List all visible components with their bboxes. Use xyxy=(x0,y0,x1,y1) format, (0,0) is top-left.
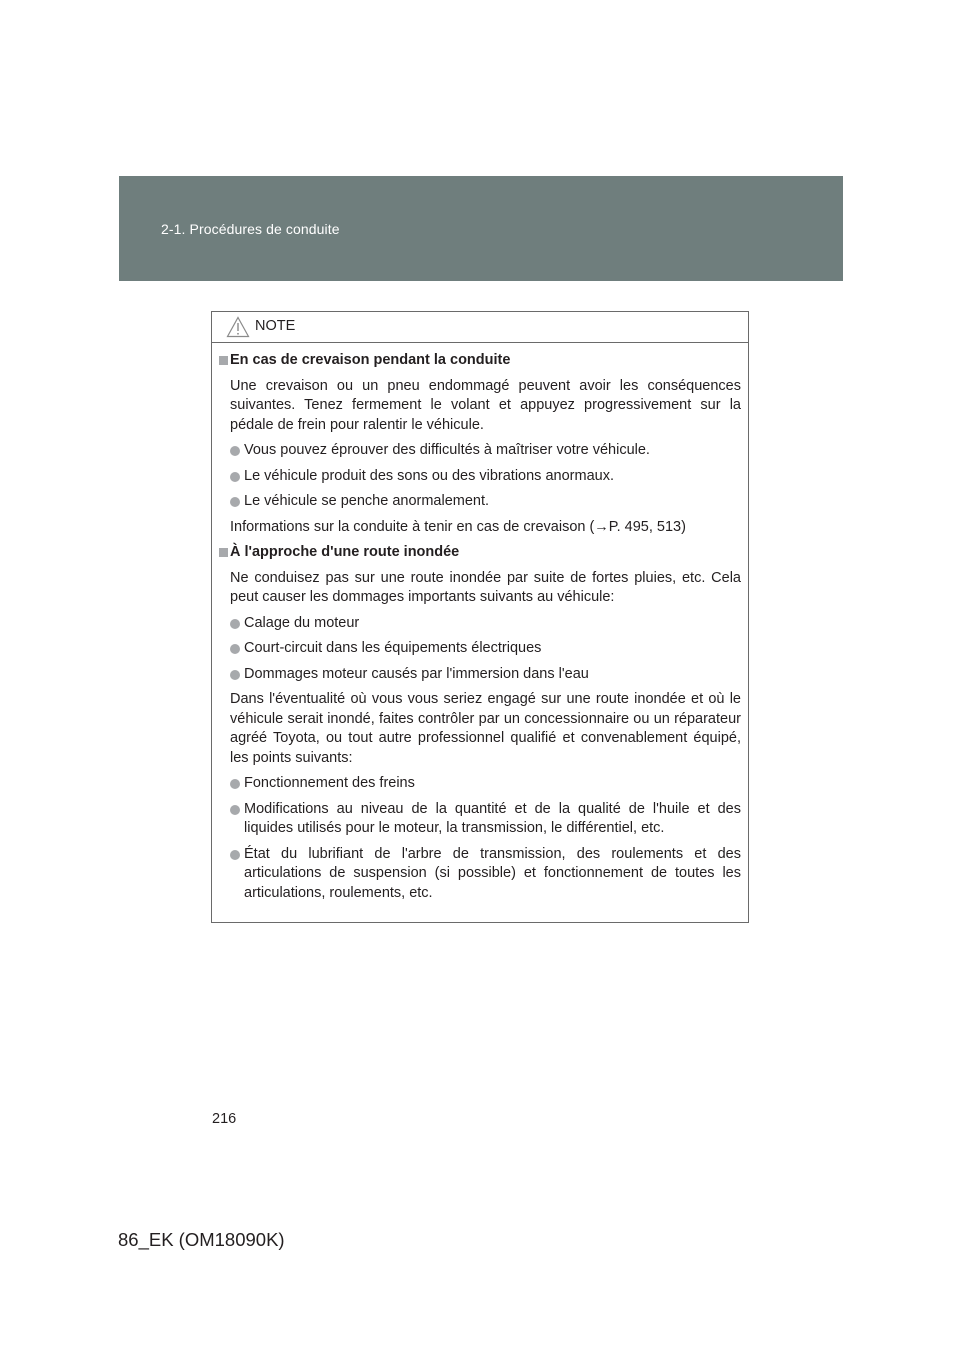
warning-triangle-icon xyxy=(226,316,250,338)
list-item: Le véhicule se penche anormalement. xyxy=(230,492,741,512)
circle-bullet-icon xyxy=(230,446,240,456)
list-item: Calage du moteur xyxy=(230,614,741,634)
section-title: 2-1. Procédures de conduite xyxy=(161,221,340,237)
list-item: Modifications au niveau de la quantité et de la qualité de l'huile et des liquides utilisés pour le moteur, la transmission, le différentiel, etc. xyxy=(230,800,741,839)
circle-bullet-icon xyxy=(230,497,240,507)
note-label: NOTE xyxy=(255,318,296,334)
section-heading: À l'approche d'une route inondée xyxy=(219,543,741,563)
circle-bullet-icon xyxy=(230,779,240,789)
list-item: Court-circuit dans les équipements électriques xyxy=(230,639,741,659)
circle-bullet-icon xyxy=(230,619,240,629)
circle-bullet-icon xyxy=(230,805,240,815)
section-heading: En cas de crevaison pendant la conduite xyxy=(219,351,741,371)
circle-bullet-icon xyxy=(230,472,240,482)
paragraph: Ne conduisez pas sur une route inondée par suite de fortes pluies, etc. Cela peut causer les dommages importants suivants au véhicule: xyxy=(230,569,741,605)
circle-bullet-icon xyxy=(230,644,240,654)
list-item: Fonctionnement des freins xyxy=(230,774,741,794)
list-item: Le véhicule produit des sons ou des vibrations anormaux. xyxy=(230,467,741,487)
list-item: Dommages moteur causés par l'immersion dans l'eau xyxy=(230,665,741,685)
circle-bullet-icon xyxy=(230,850,240,860)
note-body xyxy=(212,343,748,903)
list-item: Vous pouvez éprouver des difficultés à maîtriser votre véhicule. xyxy=(230,441,741,461)
note-header xyxy=(212,312,748,343)
header-band xyxy=(119,176,843,281)
list-item: État du lubrifiant de l'arbre de transmission, des roulements et des articulations de suspension (si possible) et fonctionnement de toutes les articulations, roulements, etc. xyxy=(230,845,741,904)
paragraph: Dans l'éventualité où vous vous seriez engagé sur une route inondée et où le véhicule serait inondé, faites contrôler par un concessionnaire ou un réparateur agréé Toyota, ou tout autre professionnel qualifié et convenablement équipé, les points suivants: xyxy=(230,691,741,766)
note-box xyxy=(211,311,749,923)
paragraph: Une crevaison ou un pneu endommagé peuvent avoir les conséquences suivantes. Tenez fermement le volant et appuyez progressivement sur la pédale de frein pour ralentir le véhicule. xyxy=(230,377,741,433)
square-bullet-icon xyxy=(219,548,228,557)
document-code: 86_EK (OM18090K) xyxy=(118,1229,285,1250)
circle-bullet-icon xyxy=(230,670,240,680)
paragraph: Informations sur la conduite à tenir en cas de crevaison (→P. 495, 513) xyxy=(230,518,686,535)
square-bullet-icon xyxy=(219,356,228,365)
page-number: 216 xyxy=(212,1111,237,1127)
